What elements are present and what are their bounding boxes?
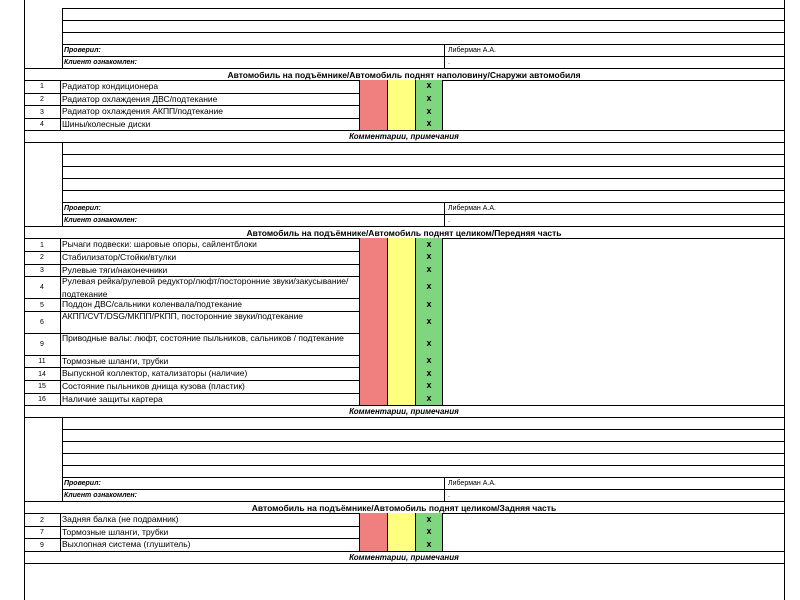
status-check-mark: x: [426, 263, 432, 274]
status-check-mark: x: [426, 92, 432, 103]
status-red-cell[interactable]: [359, 238, 387, 251]
status-yellow-cell[interactable]: [387, 264, 415, 277]
item-description: Выхлопная система (глушитель): [62, 539, 191, 550]
status-check-mark: x: [426, 367, 432, 378]
item-description: Радиатор охлаждения ДВС/подтекание: [62, 93, 218, 104]
signature-divider: [62, 56, 784, 57]
status-red-cell[interactable]: [359, 276, 387, 298]
status-yellow-cell[interactable]: [387, 118, 415, 131]
notes-line: [62, 417, 784, 418]
status-check-mark: x: [426, 538, 432, 549]
item-number: 15: [38, 383, 46, 391]
status-yellow-cell[interactable]: [387, 380, 415, 393]
number-column-divider: [60, 238, 61, 405]
status-check-mark: x: [426, 80, 432, 91]
status-red-cell[interactable]: [359, 105, 387, 118]
comments-divider: [24, 563, 784, 564]
item-description: Рычаги подвески: шаровые опоры, сайлентблоки: [62, 239, 257, 250]
items-bottom-border: [24, 130, 784, 131]
item-number: 9: [40, 541, 44, 549]
comments-label: Комментарии, примечания: [349, 553, 459, 562]
status-red-cell[interactable]: [359, 367, 387, 380]
notes-line: [62, 178, 784, 179]
checked-by-value: Либерман А.А.: [448, 480, 496, 488]
status-check-mark: x: [426, 355, 432, 366]
item-description: Рулевая рейка/рулевой редуктор/люфт/посторонние звуки/закусывание/подтекание: [62, 276, 349, 300]
notes-line: [62, 20, 784, 21]
notes-line: [62, 477, 784, 478]
status-red-cell[interactable]: [359, 333, 387, 355]
status-red-cell[interactable]: [359, 93, 387, 106]
status-red-cell[interactable]: [359, 538, 387, 551]
status-yellow-cell[interactable]: [387, 238, 415, 251]
status-yellow-cell[interactable]: [387, 80, 415, 93]
sheet-right-border: [784, 0, 785, 600]
items-bottom-border: [24, 405, 784, 406]
notes-line: [62, 44, 784, 45]
section-title: Автомобиль на подъёмнике/Автомобиль поднят наполовину/Снаружи автомобиля: [227, 70, 581, 80]
item-number: 6: [40, 318, 44, 326]
inspection-checklist-sheet: [24, 0, 784, 600]
checked-by-label: Проверил:: [64, 205, 101, 213]
checked-by-value: Либерман А.А.: [448, 47, 496, 54]
items-bottom-border: [24, 551, 784, 552]
section-top-border: [24, 501, 784, 502]
item-number: 7: [40, 529, 44, 537]
status-yellow-cell[interactable]: [387, 251, 415, 264]
signature-split-divider: [444, 202, 445, 226]
status-red-cell[interactable]: [359, 311, 387, 333]
status-check-mark: x: [426, 380, 432, 391]
item-number: 2: [40, 516, 44, 524]
client-acknowledged-value: .: [448, 492, 450, 500]
status-yellow-cell[interactable]: [387, 298, 415, 311]
status-red-cell[interactable]: [359, 251, 387, 264]
status-red-cell[interactable]: [359, 298, 387, 311]
section-title: Автомобиль на подъёмнике/Автомобиль поднят целиком/Передняя часть: [246, 228, 562, 239]
status-yellow-cell[interactable]: [387, 355, 415, 368]
section-top-border: [24, 68, 784, 69]
item-number: 3: [40, 108, 44, 116]
client-acknowledged-label: Клиент ознакомлен:: [64, 492, 137, 500]
item-number: 9: [40, 340, 44, 348]
status-yellow-cell[interactable]: [387, 93, 415, 106]
section-top-border: [24, 226, 784, 227]
status-red-cell[interactable]: [359, 80, 387, 93]
item-number: 4: [40, 284, 44, 292]
status-red-cell[interactable]: [359, 393, 387, 406]
item-number: 3: [40, 266, 44, 274]
item-description: Состояние пыльников днища кузова (пластик): [62, 381, 245, 391]
signature-split-divider: [444, 44, 445, 68]
notes-line: [62, 8, 784, 9]
status-check-mark: x: [426, 337, 432, 348]
status-red-cell[interactable]: [359, 380, 387, 393]
comments-label: Комментарии, примечания: [349, 132, 459, 142]
item-number: 11: [38, 358, 46, 366]
checked-by-label: Проверил:: [64, 47, 101, 54]
section-title: Автомобиль на подъёмнике/Автомобиль поднят целиком/Задняя часть: [251, 503, 557, 514]
checked-by-value: Либерман А.А.: [448, 205, 496, 213]
item-description: Выпускной коллектор, катализаторы (наличие): [62, 368, 248, 379]
notes-line: [62, 190, 784, 191]
status-yellow-cell[interactable]: [387, 393, 415, 406]
status-check-mark: x: [426, 238, 432, 249]
item-description: Задняя балка (не подрамник): [62, 514, 179, 525]
client-acknowledged-value: .: [448, 217, 450, 225]
status-red-cell[interactable]: [359, 526, 387, 539]
status-yellow-cell[interactable]: [387, 105, 415, 118]
notes-line: [62, 429, 784, 430]
status-check-mark: x: [426, 526, 432, 537]
status-red-cell[interactable]: [359, 513, 387, 526]
item-description: Тормозные шланги, трубки: [62, 355, 169, 366]
signature-divider: [62, 489, 784, 490]
item-description: Шины/колесные диски: [62, 118, 151, 129]
item-number: 1: [40, 241, 44, 249]
signature-divider: [62, 214, 784, 215]
number-column-divider: [60, 80, 61, 130]
status-red-cell[interactable]: [359, 355, 387, 368]
client-acknowledged-label: Клиент ознакомлен:: [64, 59, 137, 66]
status-check-mark: x: [426, 105, 432, 116]
status-yellow-cell[interactable]: [387, 367, 415, 380]
item-description: АКПП/CVT/DSG/МКПП/РКПП, посторонние звуки/подтекание: [62, 310, 304, 321]
client-acknowledged-label: Клиент ознакомлен:: [64, 217, 137, 225]
status-yellow-cell[interactable]: [387, 513, 415, 526]
comments-label: Комментарии, примечания: [349, 407, 459, 417]
status-check-mark: x: [426, 392, 432, 403]
notes-line: [62, 154, 784, 155]
notes-left-divider: [62, 8, 63, 68]
notes-line: [62, 441, 784, 442]
item-description: Приводные валы: люфт, состояние пыльников, сальников / подтекание: [62, 332, 344, 343]
status-check-mark: x: [426, 298, 432, 309]
client-acknowledged-value: .: [448, 59, 450, 66]
status-check-mark: x: [426, 315, 432, 326]
status-yellow-cell[interactable]: [387, 333, 415, 355]
status-yellow-cell[interactable]: [387, 526, 415, 539]
status-red-cell[interactable]: [359, 264, 387, 277]
status-yellow-cell[interactable]: [387, 276, 415, 298]
item-number: 2: [40, 254, 44, 262]
item-number: 1: [40, 83, 44, 91]
item-number: 2: [40, 95, 44, 103]
notes-line: [62, 202, 784, 203]
status-check-mark: x: [426, 118, 432, 129]
notes-left-divider: [62, 417, 63, 501]
notes-line: [62, 32, 784, 33]
item-description: Радиатор охлаждения АКПП/подтекание: [62, 106, 223, 117]
notes-left-divider: [62, 142, 63, 226]
notes-line: [62, 465, 784, 466]
item-number: 5: [40, 301, 44, 309]
item-number: 16: [38, 395, 46, 403]
item-description: Рулевые тяги/наконечники: [62, 264, 168, 275]
item-description: Поддон ДВС/сальники коленвала/подтекание: [62, 299, 242, 310]
notes-line: [62, 142, 784, 143]
signature-split-divider: [444, 477, 445, 501]
item-description: Радиатор кондиционера: [62, 81, 159, 91]
notes-line: [62, 166, 784, 167]
item-description: Тормозные шланги, трубки: [62, 526, 169, 537]
notes-line: [62, 453, 784, 454]
item-description: Наличие защиты картера: [62, 393, 163, 404]
status-check-mark: x: [426, 513, 432, 524]
checked-by-label: Проверил:: [64, 480, 101, 488]
item-number: 14: [38, 370, 46, 378]
status-yellow-cell[interactable]: [387, 538, 415, 551]
status-check-mark: x: [426, 281, 432, 292]
item-description: Стабилизатор/Стойки/втулки: [62, 252, 177, 262]
item-number: 4: [40, 121, 44, 129]
number-column-divider: [60, 513, 61, 551]
status-check-mark: x: [426, 251, 432, 262]
status-red-cell[interactable]: [359, 118, 387, 131]
status-yellow-cell[interactable]: [387, 311, 415, 333]
